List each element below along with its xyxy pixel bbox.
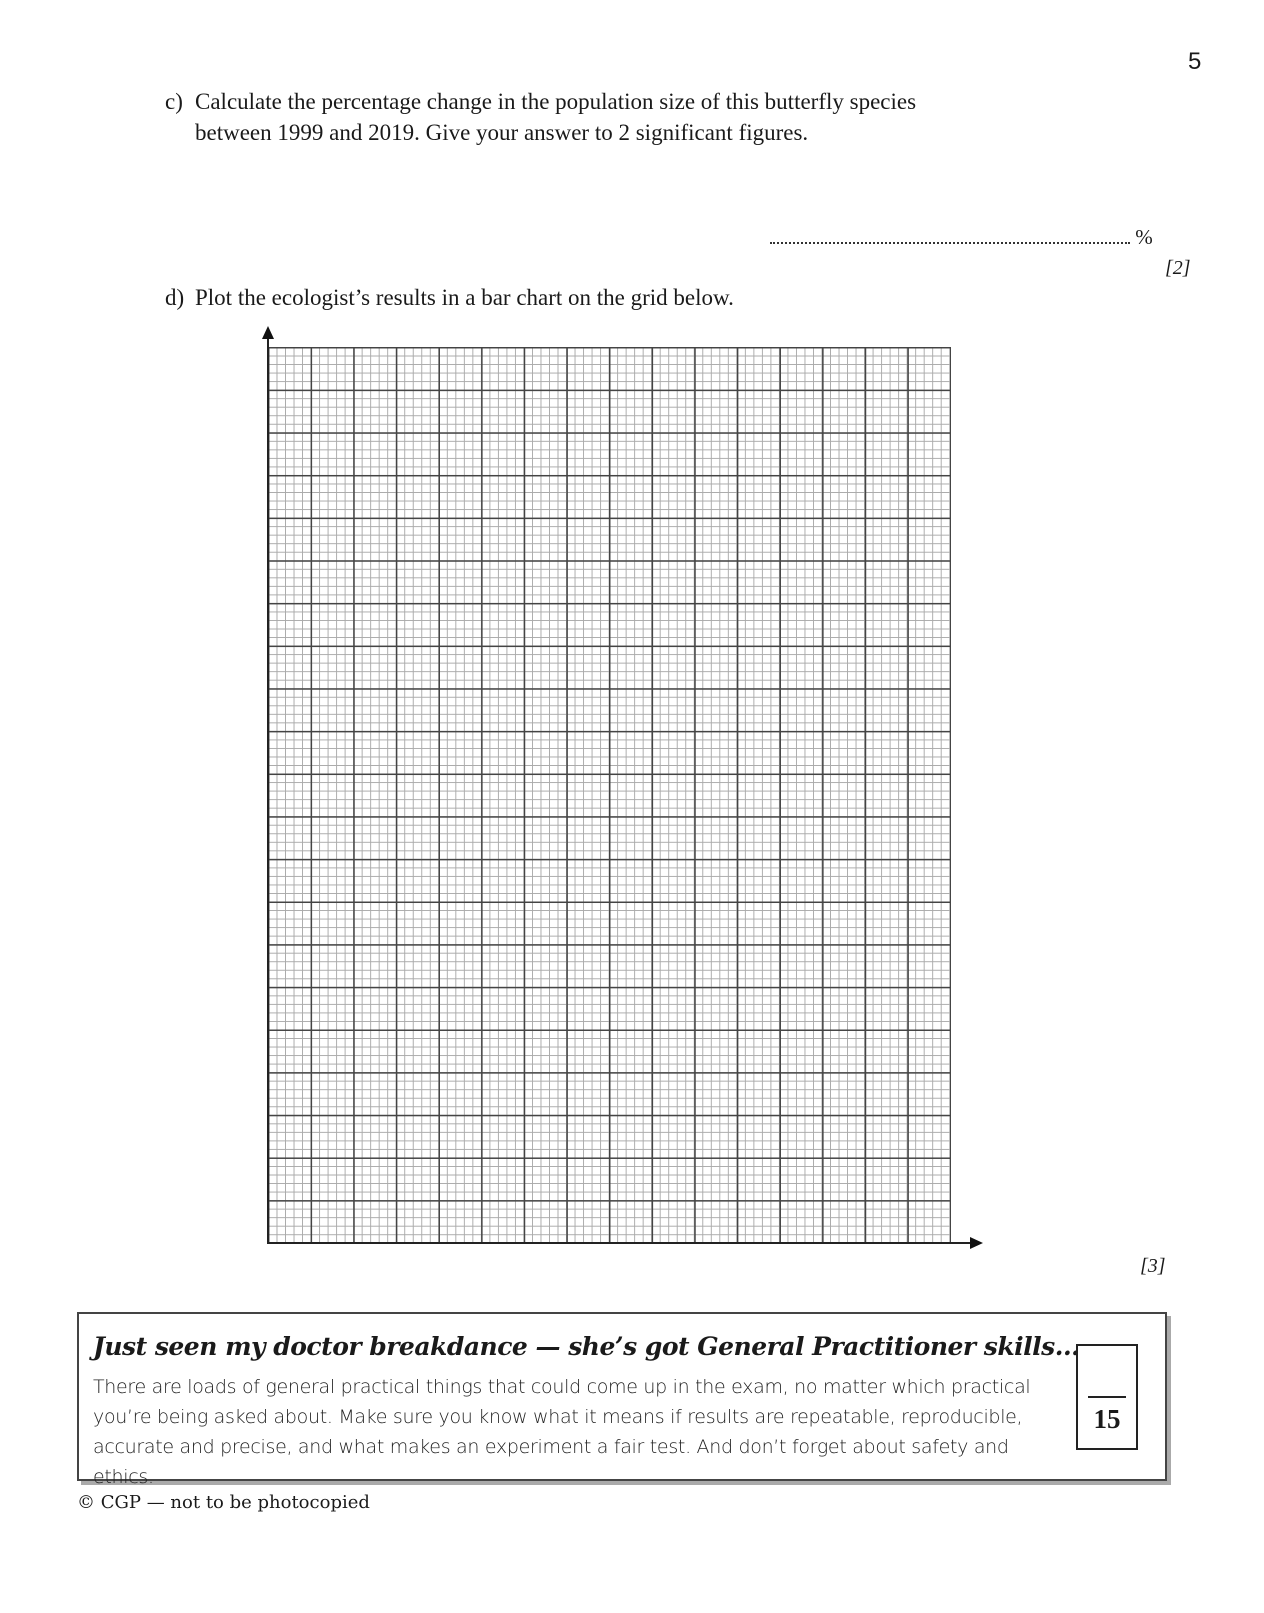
question-c-label: c) — [165, 89, 183, 114]
copyright-footer: © CGP — not to be photocopied — [77, 1492, 370, 1513]
y-axis — [267, 338, 269, 1244]
question-d-text: Plot the ecologist’s results in a bar chart on the grid below. — [195, 285, 734, 310]
question-d-label: d) — [165, 285, 185, 310]
marks-d: [3] — [1140, 1255, 1166, 1277]
page-number: 5 — [1188, 48, 1202, 75]
score-total: 15 — [1093, 1404, 1121, 1434]
question-d — [165, 282, 734, 313]
x-axis-arrow-icon — [970, 1237, 983, 1249]
question-c-line1: Calculate the percentage change in the population size of this butterfly species — [195, 89, 917, 114]
tip-title: Just seen my doctor breakdance — she’s got General Practitioner skills... — [93, 1332, 1080, 1361]
tip-text: There are loads of general practical things that could come up in the exam, no matter which practical you’re being asked about. Make sure you know what it means if results are repeatable, reproducible, accurate and precise, and what makes an experiment a fair test. And don’t forget about safety and ethics. — [93, 1376, 1031, 1488]
tip-box — [77, 1312, 1167, 1488]
graph-paper-grid[interactable] — [268, 347, 951, 1244]
answer-line[interactable] — [770, 224, 1160, 250]
y-axis-arrow-icon — [262, 326, 274, 339]
score-divider — [1088, 1396, 1126, 1398]
question-c-line2: between 1999 and 2019. Give your answer to 2 significant figures. — [195, 120, 809, 145]
score-box[interactable] — [1076, 1344, 1138, 1450]
question-c — [165, 86, 916, 148]
marks-c: [2] — [1165, 257, 1191, 279]
x-axis — [267, 1242, 972, 1244]
answer-unit: % — [1135, 225, 1153, 249]
answer-dotted-line[interactable] — [770, 224, 1130, 244]
